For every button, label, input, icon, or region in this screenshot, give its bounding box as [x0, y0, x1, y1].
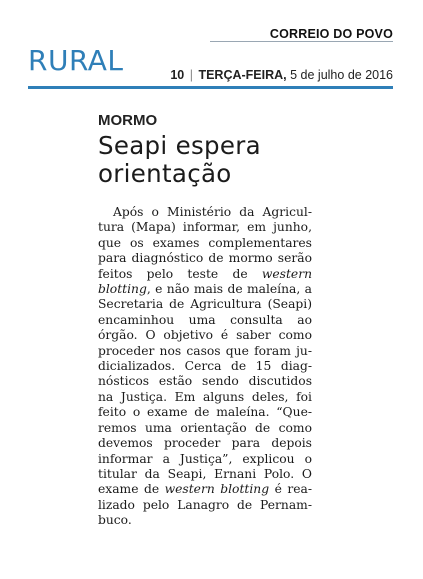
article: [98, 112, 312, 541]
body-segment-italic: western blotting: [98, 266, 312, 297]
article-body: [98, 205, 312, 529]
newspaper-name: CORREIO DO POVO: [269, 27, 393, 41]
body-segment: Após o Ministério da Agricultura (Mapa) informar, em junho, que os exames complementares para diagnóstico de mormo serão feitos pelo teste de: [98, 205, 312, 281]
article-headline: [98, 132, 312, 188]
masthead: [0, 0, 423, 95]
page-date-line: [170, 68, 393, 82]
publication-date: 5 de julho de 2016: [286, 68, 393, 82]
body-segment-italic: western blotting: [164, 482, 270, 497]
body-segment: , e não mais de maleína, a Secretaria de Agricultura (Seapi) encaminhou uma consulta ao órgão. O objetivo é saber como proceder nos casos que foram judicializados. Cerca de 15 diagnósticos estão sendo discutidos na Justiça. Em alguns deles, foi feito o exame de maleína. “Queremos uma orientação de como devemos proceder para depois informar a Justiça”, explicou o titular da Seapi, Ernani Polo. O exame de: [98, 282, 312, 497]
date-separator: |: [189, 68, 193, 82]
weekday: TERÇA-FEIRA,: [198, 68, 287, 82]
page-number: 10: [170, 68, 185, 82]
section-title: RURAL: [28, 44, 124, 77]
section-rule: [28, 86, 393, 89]
body-segment: é realizado pelo Lanagro de Pernambuco.: [98, 482, 312, 528]
article-kicker: MORMO: [98, 112, 158, 129]
masthead-divider: [210, 41, 393, 42]
headline-line-1: Seapi espera: [98, 131, 261, 160]
headline-line-2: orientação: [98, 159, 232, 188]
